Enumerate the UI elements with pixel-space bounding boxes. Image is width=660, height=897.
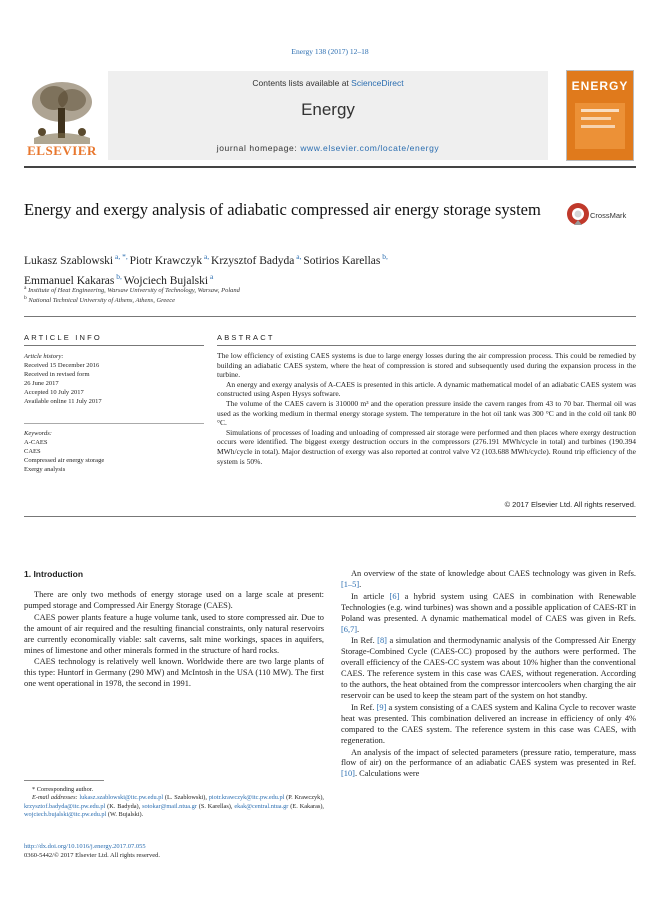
- history-item: Received 15 December 2016: [24, 362, 100, 369]
- email-owner: (E. Kakaras),: [288, 802, 325, 810]
- reference-link[interactable]: [6]: [389, 591, 400, 601]
- article-history: [24, 352, 204, 406]
- article-info-rule: [24, 345, 204, 346]
- reference-link[interactable]: [6,7]: [341, 624, 358, 634]
- keyword-item: A-CAES: [24, 439, 48, 446]
- abstract-copyright: © 2017 Elsevier Ltd. All rights reserved.: [504, 500, 636, 509]
- affiliation-mark: b: [24, 295, 27, 301]
- corresponding-note: * Corresponding author.: [32, 786, 94, 793]
- author-affiliation-mark[interactable]: a, *,: [113, 252, 130, 261]
- journal-name: Energy: [301, 100, 355, 119]
- history-label: Article history:: [24, 353, 64, 360]
- keyword-item: CAES: [24, 448, 41, 455]
- reference-link[interactable]: [9]: [376, 702, 387, 712]
- email-label: E-mail addresses:: [32, 794, 80, 802]
- email-link[interactable]: krzysztof.badyda@itc.pw.edu.pl: [24, 802, 106, 810]
- abstract-bottom-rule: [24, 516, 636, 517]
- body-paragraph: CAES technology is relatively well known. Worldwide there are two large plants of this type: Huntorf in Germany (290 MW) and McIntosh in the USA (110 MW). The first one went operational in 1978, the second in 1991.: [24, 657, 324, 689]
- affiliation-text: Institute of Heat Engineering, Warsaw University of Technology, Warsaw, Poland: [28, 287, 240, 295]
- introduction-heading: 1. Introduction: [24, 569, 84, 579]
- email-link[interactable]: lukasz.szablowski@itc.pw.edu.pl: [79, 794, 164, 802]
- abstract-paragraph: The low efficiency of existing CAES systems is due to large energy losses during the air compression process. This could be remedied by building an adiabatic CAES system, where the heat of compression is stored and subsequently used during the expansion process in the turbine.: [217, 351, 636, 380]
- email-list: [24, 794, 324, 819]
- email-link[interactable]: sotokar@mail.ntua.gr: [142, 802, 197, 810]
- cover-artwork-icon: [567, 99, 633, 159]
- email-owner: (W. Bujalski).: [106, 811, 144, 819]
- email-owner: (K. Badyda),: [105, 802, 143, 810]
- history-item: 26 June 2017: [24, 380, 59, 387]
- author-affiliation-mark[interactable]: a,: [294, 252, 304, 261]
- elsevier-wordmark: ELSEVIER: [27, 143, 97, 158]
- abstract-paragraph: An energy and exergy analysis of A-CAES is presented in this article. A dynamic mathematical model of an adiabatic CAES system was constructed using Aspen Hysys software.: [217, 379, 636, 399]
- journal-homepage-line: [108, 143, 548, 153]
- body-paragraph: There are only two methods of energy storage used on a large scale at present: pumped storage and Compressed Air Energy Storage (CAES).: [24, 590, 324, 610]
- keywords-rule: [24, 423, 204, 424]
- journal-citation[interactable]: Energy 138 (2017) 12–18: [291, 47, 369, 56]
- email-link[interactable]: ekak@central.ntua.gr: [234, 802, 289, 810]
- abstract-paragraph: Simulations of processes of loading and unloading of compressed air storage were performed and then places where exergy destruction occurs were identified. The biggest exergy destruction occurs in the compressors (276.191 MWh/cycle in total) and turbines (190.394 MWh/cycle in total). Major destruction of exergy was also reported at control valve V2 (103.688 MWh/cycle). Round trip efficiency of the system is 50%.: [217, 427, 636, 466]
- history-item: Received in revised form: [24, 371, 90, 378]
- article-info-heading: ARTICLE INFO: [24, 333, 102, 342]
- sciencedirect-link[interactable]: ScienceDirect: [351, 78, 404, 88]
- body-paragraph: In Ref. [9] a system consisting of a CAES system and Kalina Cycle to recover waste heat was presented. This combination delivered an increase in efficiency of only 4% compared to the CAES system. The reference system in this case was CAES, with regeneration.: [341, 702, 636, 745]
- bottom-metadata: [24, 842, 160, 860]
- email-link[interactable]: wojciech.bujalski@itc.pw.edu.pl: [24, 811, 107, 819]
- author-line-1: [24, 249, 604, 269]
- author-name[interactable]: Piotr Krawczyk: [129, 254, 203, 267]
- author-affiliation-mark[interactable]: b,: [114, 271, 124, 281]
- article-title: Energy and exergy analysis of adiabatic compressed air energy storage system: [24, 200, 541, 219]
- author-name[interactable]: Wojciech Bujalski: [123, 274, 209, 287]
- author-name[interactable]: Emmanuel Kakaras: [24, 274, 115, 287]
- body-paragraph: In article [6] a hybrid system using CAES in combination with Renewable Technologies (e.g. wind turbines) was shown and a possible application of CAES-RT in Poland was presented. A dynamic mathematical model of CAES was given in Refs. [6,7].: [341, 591, 636, 634]
- crossmark-label[interactable]: CrossMark: [590, 211, 627, 220]
- doi-link[interactable]: http://dx.doi.org/10.1016/j.energy.2017.07.055: [24, 843, 146, 850]
- introduction-body: [24, 590, 324, 691]
- author-list: [24, 249, 604, 289]
- reference-link[interactable]: [10]: [341, 769, 355, 779]
- abstract-body: [217, 351, 636, 466]
- corresponding-author-footnote: [24, 786, 324, 820]
- affiliation-b: [24, 295, 175, 304]
- affiliation-rule: [24, 316, 636, 317]
- body-paragraph: CAES power plants feature a huge volume tank, used to store compressed air. Due to the amount of air required and the resulting financial constraints, only natural reservoirs are currently economically viable: salt caverns, salt mine workings, spaces in aquifers, mines of limestone and other minerals formed in the structure of hard rocks.: [24, 612, 324, 655]
- body-paragraph: An overview of the state of knowledge about CAES technology was given in Refs. [1–5].: [341, 569, 636, 589]
- email-owner: (S. Karellas),: [196, 802, 235, 810]
- author-affiliation-mark[interactable]: b,: [380, 252, 388, 261]
- affiliation-mark: a: [24, 285, 27, 291]
- author-affiliation-mark[interactable]: a: [208, 271, 214, 281]
- header-rule: [24, 166, 636, 168]
- body-paragraph: An analysis of the impact of selected parameters (pressure ratio, temperature, mass flow of air) on the performance of an adiabatic CAES system was presented in Ref. [10]. Calculations were: [341, 747, 636, 779]
- keyword-item: Compressed air energy storage: [24, 457, 105, 464]
- abstract-rule: [217, 345, 636, 346]
- keywords-block: [24, 429, 204, 474]
- contents-prefix: Contents lists available at: [252, 78, 352, 88]
- journal-cover-thumbnail[interactable]: [566, 70, 634, 161]
- cover-title: ENERGY: [571, 79, 629, 93]
- email-link[interactable]: piotr.krawczyk@itc.pw.edu.pl: [208, 794, 285, 802]
- author-name[interactable]: Krzysztof Badyda: [211, 254, 295, 267]
- homepage-prefix: journal homepage:: [216, 143, 301, 153]
- email-owner: (L. Szablowski),: [163, 794, 209, 802]
- affiliation-a: [24, 285, 240, 294]
- reference-link[interactable]: [1–5]: [341, 579, 360, 589]
- keyword-item: Exergy analysis: [24, 466, 66, 473]
- footnote-rule: [24, 780, 104, 781]
- history-item: Accepted 10 July 2017: [24, 389, 84, 396]
- abstract-heading: ABSTRACT: [217, 333, 275, 342]
- affiliation-text: National Technical University of Athens, Athens, Greece: [28, 297, 175, 305]
- author-name[interactable]: Lukasz Szablowski: [24, 254, 114, 267]
- issn-line: 0360-5442/© 2017 Elsevier Ltd. All rights reserved.: [24, 852, 160, 859]
- homepage-link[interactable]: www.elsevier.com/locate/energy: [300, 143, 440, 153]
- author-name[interactable]: Sotirios Karellas: [303, 254, 381, 267]
- contents-line: [108, 78, 548, 88]
- keywords-label: Keywords:: [24, 430, 52, 437]
- abstract-paragraph: The volume of the CAES cavern is 310000 m³ and the operation pressure inside the cavern ranges from 43 to 70 bar. Thermal oil was used as the working medium in thermal energy storage system. The temperature in the hot oil tank was 300 °C and in the cold oil tank 80 °C.: [217, 398, 636, 428]
- body-paragraph: In Ref. [8] a simulation and thermodynamic analysis of the Compressed Air Energy Storage-Combined Cycle (CAES-CC) proposed by the authors were performed. The overall efficiency of the CAES-CC system was about 10% higher than the conventional CAES. The reference system in this case was CAES, without regeneration. According to the authors, the heat obtained from the compressor intercoolers when charging the air reservoir can be used to keep the steam part of the system on hot standby.: [341, 636, 636, 700]
- author-affiliation-mark[interactable]: a,: [202, 252, 212, 261]
- history-item: Available online 11 July 2017: [24, 398, 102, 405]
- email-owner: (P. Krawczyk),: [284, 794, 324, 802]
- right-column-body: [341, 569, 636, 781]
- reference-link[interactable]: [8]: [377, 636, 387, 646]
